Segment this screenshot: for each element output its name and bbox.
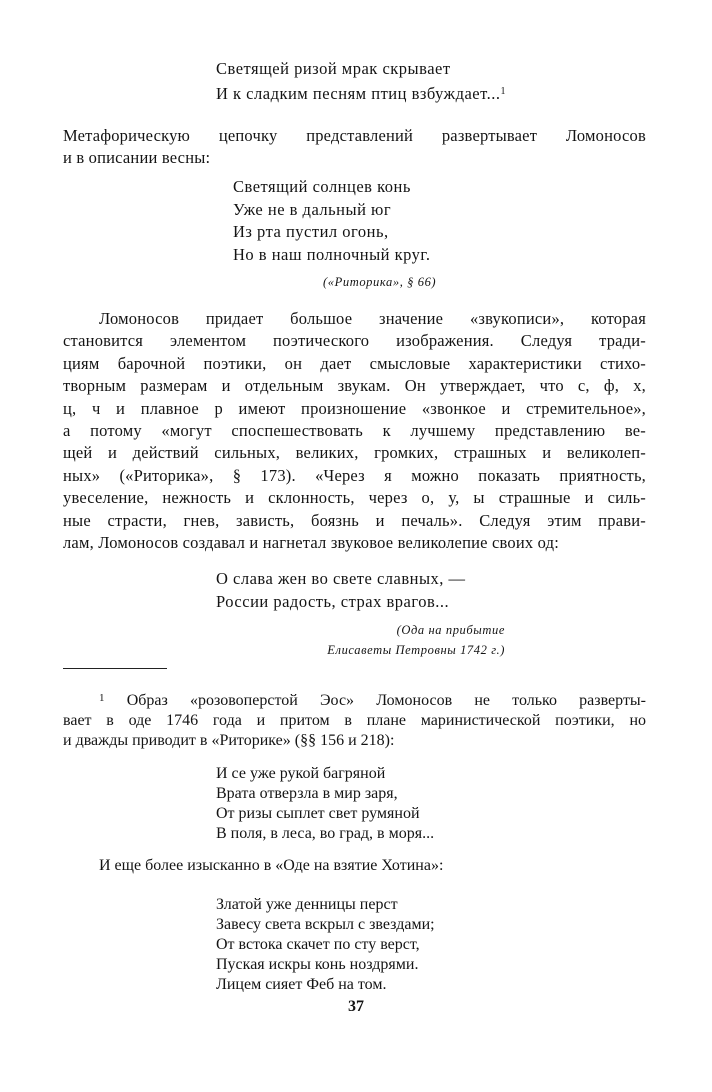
verse-line: Пуская искры конь ноздрями.: [216, 956, 419, 973]
verse-line: В поля, в леса, во град, в моря...: [216, 825, 435, 842]
citation-line: (Ода на прибытие: [396, 623, 505, 637]
text-line: щей и действий сильных, великих, громких, страшных и великолеп-: [63, 443, 646, 463]
text-line: и в описании весны:: [63, 148, 211, 168]
verse-line: Златой уже денницы перст: [216, 896, 398, 913]
text-line: становится элементом поэтического изображения. Следуя тради-: [63, 331, 646, 351]
verse-line: Врата отверзла в мир заря,: [216, 785, 398, 802]
citation-2: [285, 620, 505, 660]
text-line: вает в оде 1746 года и притом в плане маринистической поэтики, но: [63, 712, 646, 729]
verse-line: И се уже рукой багряной: [216, 765, 386, 782]
paragraph-1: [63, 125, 646, 170]
verse-line: От ризы сыплет свет румяной: [216, 805, 420, 822]
verse-line: Лицем сияет Феб на том.: [216, 976, 387, 993]
text-line: Ломоносов придает большое значение «звукописи», которая: [99, 309, 646, 328]
text-line: ные страсти, гнев, зависть, боязнь и печаль». Следуя этим прави-: [63, 510, 646, 530]
text-line: циям барочной поэтики, он дает смысловые характеристики стихо-: [63, 353, 646, 373]
verse-line: Завесу света вскрыл с звездами;: [216, 916, 435, 933]
footnote-divider: [63, 668, 167, 669]
page-number: 37: [348, 998, 364, 1015]
verse-line: России радость, страх врагов...: [216, 591, 450, 611]
footnote-mark: 1: [500, 85, 506, 97]
footnote-verse-b: [216, 895, 435, 995]
text-line: И еще более изысканно в «Оде на взятие Хотина»:: [99, 857, 444, 874]
verse-2: [233, 176, 430, 266]
citation-line: Елисаветы Петровны 1742 г.): [327, 643, 505, 657]
text-line: творным размерам и отдельным звукам. Он утверждает, что с, ф, х,: [63, 376, 646, 396]
verse-1: [216, 58, 506, 105]
footnote-middle: [63, 856, 646, 876]
text-line: $^1$ Образ «розовоперстой Эос» Ломоносов не только разверты-: [99, 692, 647, 709]
text-line: Метафорическую цепочку представлений развертывает Ломоносов: [63, 126, 646, 145]
citation-1: («Риторика», § 66): [323, 275, 437, 289]
footnote-number: 1: [99, 692, 105, 704]
verse-line: О слава жен во свете славных, —: [216, 569, 466, 588]
footnote-intro: [63, 688, 646, 751]
verse-line: Светящий солнцев конь: [233, 177, 411, 196]
verse-line: Но в наш полночный круг.: [233, 244, 431, 264]
text-line: лам, Ломоносов создавал и нагнетал звуковое великолепие своих од:: [63, 533, 559, 553]
verse-line: Уже не в дальный юг: [233, 199, 392, 219]
verse-line: И к сладким песням птиц взбуждает...$^1$: [216, 83, 506, 103]
footnote-verse-a: [216, 764, 434, 844]
text-line: ц, ч и плавное р имеют произношение «звонкое и стремительное»,: [63, 398, 646, 418]
text-line: а потому «могут споспешествовать к лучшему представлению ве-: [63, 421, 646, 441]
text-line: увеселение, нежность и склонность, через о, у, ы страшные и силь-: [63, 488, 646, 508]
verse-line: Из рта пустил огонь,: [233, 222, 389, 241]
text-line: и дважды приводит в «Риторике» (§§ 156 и 218):: [63, 732, 395, 749]
verse-line: От встока скачет по сту верст,: [216, 936, 420, 953]
verse-3: [216, 568, 466, 613]
verse-line: Светящей ризой мрак скрывает: [216, 59, 451, 78]
text-line: ных» («Риторика», § 173). «Через я можно показать приятность,: [63, 465, 646, 485]
paragraph-2: [63, 308, 646, 554]
